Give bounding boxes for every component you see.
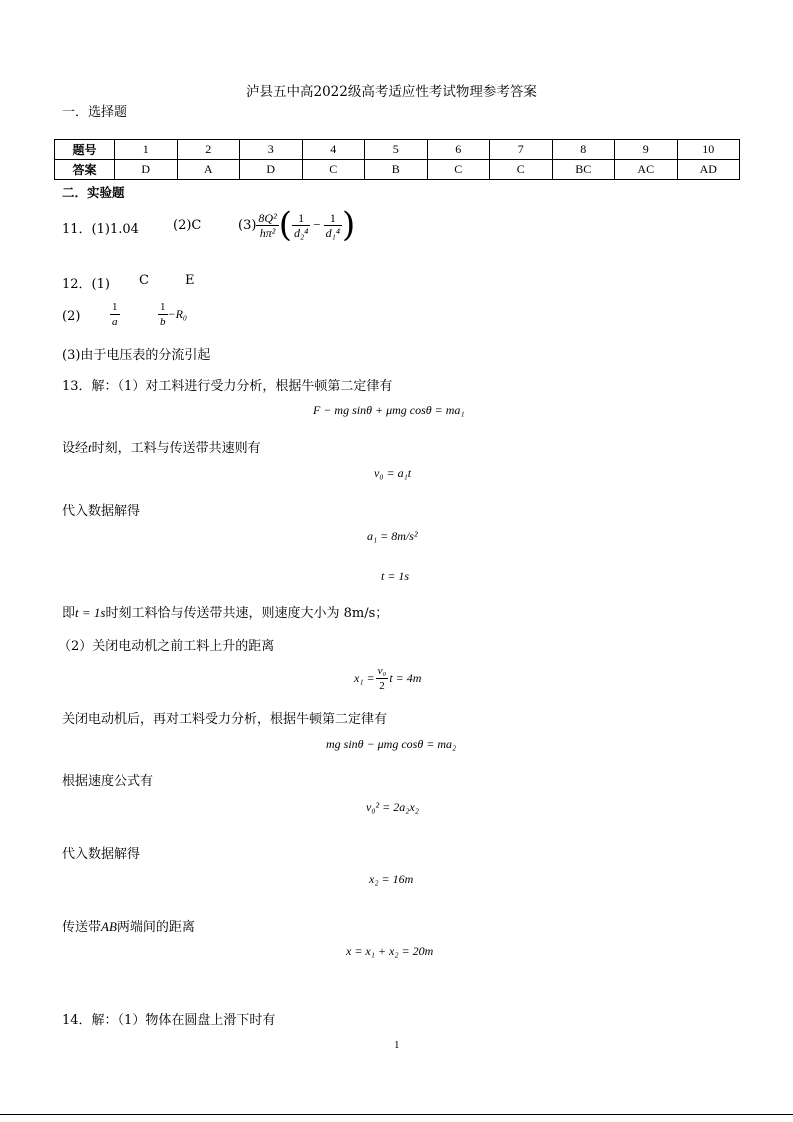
answer-cell: A xyxy=(177,160,240,180)
section-choice-heading: 一．选择题 xyxy=(62,105,128,120)
q13-eq-newton2: mg sinθ − μmg cosθ = ma₂ xyxy=(326,737,457,751)
q13-eq-acceleration: a₁ = 8m/s² xyxy=(367,529,418,543)
question-number: 1 xyxy=(115,140,178,160)
q13-text-after-motor: 关闭电动机后，再对工料受力分析，根据牛顿第二定律有 xyxy=(62,712,388,727)
question-number: 4 xyxy=(302,140,365,160)
q12-a-num: 1 xyxy=(112,301,118,313)
question-number: 2 xyxy=(177,140,240,160)
answer-cell: D xyxy=(115,160,178,180)
q11-part1: (1)1.04 xyxy=(91,222,139,237)
q13-text-conclusion xyxy=(62,602,388,621)
q11-fraction-d2 xyxy=(292,211,310,240)
q11-coef-den: hπ² xyxy=(259,225,276,240)
question-number: 8 xyxy=(552,140,615,160)
left-paren: ( xyxy=(278,205,292,245)
q13-conclusion-eq: t = 1s xyxy=(75,605,106,620)
page-title: 泸县五中高2022级高考适应性考试物理参考答案 xyxy=(246,84,537,100)
answer-cell: D xyxy=(240,160,303,180)
question-number: 9 xyxy=(615,140,678,160)
q11-number: 11． xyxy=(62,222,92,237)
q12-fraction-b xyxy=(158,300,187,329)
q11-line xyxy=(62,218,139,237)
question-number: 5 xyxy=(365,140,428,160)
q13-text-substitute1: 代入数据解得 xyxy=(62,504,141,519)
q13-part2-intro: （2）关闭电动机之前工料上升的距离 xyxy=(58,639,275,654)
table-row-numbers xyxy=(55,140,740,160)
q13-eq5-lhs: x₁ = xyxy=(354,671,375,685)
q12-fraction-a xyxy=(110,300,120,329)
question-number: 3 xyxy=(240,140,303,160)
q13-eq5-num: v₀ xyxy=(377,665,387,677)
q13-eq-kinematics: v₀² = 2a₂x₂ xyxy=(366,800,419,814)
q13-eq-distance2: x₂ = 16m xyxy=(369,872,414,886)
answer-cell: C xyxy=(302,160,365,180)
q11-d1-num: 1 xyxy=(324,211,342,226)
q11-part2: (2)C xyxy=(173,218,202,233)
table-row-answers xyxy=(55,160,740,180)
answer-cell: C xyxy=(490,160,553,180)
q11-fraction-d1 xyxy=(324,211,342,240)
q13-eq-time: t = 1s xyxy=(381,569,410,583)
answer-cell: BC xyxy=(552,160,615,180)
q13-conclusion-a: 即 xyxy=(62,606,76,621)
q12-line1: 12．(1) xyxy=(62,277,110,292)
q12-b-num: 1 xyxy=(160,301,166,313)
q12-answer-e: E xyxy=(185,273,195,288)
var-ab: AB xyxy=(101,919,117,934)
q11-coefficient-fraction xyxy=(256,211,278,240)
page-bottom-border xyxy=(0,1114,793,1115)
row-label-answer: 答案 xyxy=(55,160,115,180)
q13-eq-total-distance: x = x₁ + x₂ = 20m xyxy=(346,944,434,958)
q12-part3: (3)由于电压表的分流引起 xyxy=(62,348,211,363)
q13-text-belt-length xyxy=(62,916,195,935)
q12-minus-r0: −R₀ xyxy=(167,307,188,321)
q13-eq5-rhs: t = 4m xyxy=(389,671,422,685)
var-t: t xyxy=(88,440,92,455)
question-number: 6 xyxy=(427,140,490,160)
q13-text-time xyxy=(62,437,261,456)
q14-intro: 14．解：（1）物体在圆盘上滑下时有 xyxy=(62,1013,276,1028)
row-label-question-number: 题号 xyxy=(55,140,115,160)
q12-answer-c: C xyxy=(139,273,149,288)
q13-eq-distance1 xyxy=(354,664,421,693)
q12-b-den: b xyxy=(160,316,166,328)
q11-part3-label: (3) xyxy=(238,217,257,233)
question-number: 10 xyxy=(677,140,740,160)
minus-sign: − xyxy=(313,217,321,232)
answer-cell: AC xyxy=(615,160,678,180)
q13-text-time-b: 时刻，工料与传送带共速则有 xyxy=(91,441,261,456)
q13-text-velocity-formula: 根据速度公式有 xyxy=(62,774,154,789)
q13-intro: 13．解：（1）对工料进行受力分析，根据牛顿第二定律有 xyxy=(62,379,393,394)
q13-belt-b: 两端间的距离 xyxy=(116,920,195,935)
answer-cell: B xyxy=(365,160,428,180)
answer-cell: AD xyxy=(677,160,740,180)
answer-table xyxy=(54,139,740,180)
q12-a-den: a xyxy=(112,316,118,328)
q13-eq-velocity: v₀ = a₁t xyxy=(374,466,412,480)
section-experiment-heading: 二．实验题 xyxy=(62,185,125,200)
answer-cell: C xyxy=(427,160,490,180)
q13-text-time-a: 设经 xyxy=(62,441,89,456)
q13-eq5-den: 2 xyxy=(379,680,385,692)
question-number: 7 xyxy=(490,140,553,160)
page-number: 1 xyxy=(394,1039,400,1051)
q12-part2-label: (2) xyxy=(62,309,81,324)
q13-belt-a: 传送带 xyxy=(62,920,102,935)
right-paren: ) xyxy=(341,205,356,245)
q13-text-substitute2: 代入数据解得 xyxy=(62,847,141,862)
q11-part3 xyxy=(238,203,355,247)
q13-conclusion-b: 时刻工料恰与传送带共速，则速度大小为 8m/s； xyxy=(105,606,389,621)
q11-d1-den: d₁⁴ xyxy=(325,225,340,240)
q13-eq-newton1: F − mg sinθ + μmg cosθ = ma₁ xyxy=(313,403,465,417)
q11-d2-num: 1 xyxy=(292,211,310,226)
q11-d2-den: d₂⁴ xyxy=(293,225,309,240)
q11-coef-num: 8Q² xyxy=(258,210,277,225)
